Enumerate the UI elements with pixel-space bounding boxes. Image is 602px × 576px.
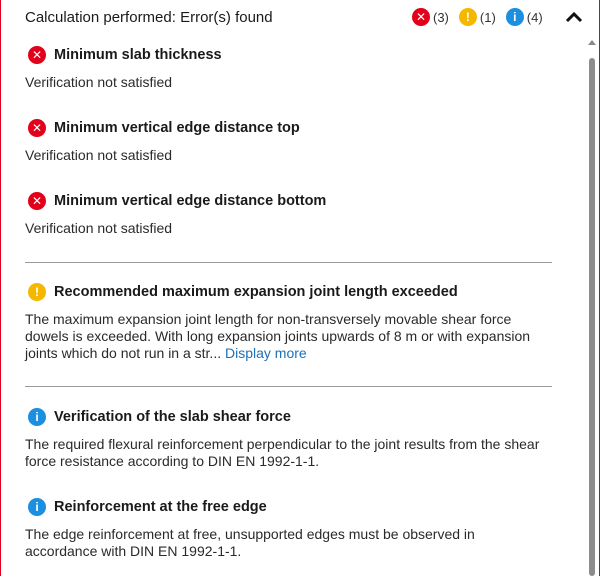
error-icon: ✕	[28, 119, 46, 137]
message-item-error	[25, 191, 545, 237]
message-counts	[412, 8, 553, 26]
message-title: Reinforcement at the free edge	[54, 499, 267, 515]
chevron-up-icon	[564, 10, 584, 24]
message-item-error	[25, 45, 545, 91]
message-item-info	[25, 497, 545, 560]
message-text: The edge reinforcement at free, unsupported edges must be observed in accordance with DIN EN 1992-1-1.	[25, 526, 475, 559]
scrollbar-thumb[interactable]	[589, 58, 595, 576]
section-divider	[25, 262, 552, 263]
collapse-button[interactable]	[563, 8, 585, 26]
message-item-warning	[25, 282, 545, 362]
scroll-up-arrow-icon[interactable]	[588, 40, 596, 45]
info-count	[506, 8, 543, 26]
error-icon: ✕	[412, 8, 430, 26]
message-list[interactable]	[1, 36, 585, 576]
display-more-link[interactable]: Display more	[225, 345, 307, 361]
message-item-error	[25, 118, 545, 164]
panel-header[interactable]	[1, 0, 599, 36]
error-icon: ✕	[28, 192, 46, 210]
error-count	[412, 8, 449, 26]
message-text	[25, 311, 545, 362]
message-text: Verification not satisfied	[25, 147, 173, 163]
message-title: Minimum slab thickness	[54, 47, 222, 63]
message-text: The required flexural reinforcement perpendicular to the joint results from the shear force resistance according to DIN EN 1992-1-1.	[25, 436, 540, 469]
error-icon: ✕	[28, 46, 46, 64]
message-title: Recommended maximum expansion joint length exceeded	[54, 284, 458, 300]
message-text-body: The maximum expansion joint length for non-transversely movable shear force dowels is exceeded. With long expansion joints upwards of 8 m or with expansion joints which do not run in a str...	[25, 311, 531, 361]
message-title: Verification of the slab shear force	[54, 409, 291, 425]
info-icon: i	[28, 498, 46, 516]
warning-count	[459, 8, 496, 26]
warning-icon: !	[459, 8, 477, 26]
warning-icon: !	[28, 283, 46, 301]
error-count-label: (3)	[433, 9, 449, 25]
message-text: Verification not satisfied	[25, 74, 173, 90]
warning-count-label: (1)	[479, 9, 496, 25]
message-text: Verification not satisfied	[25, 220, 173, 236]
section-divider	[25, 386, 552, 387]
info-icon: i	[506, 8, 524, 26]
info-count-label: (4)	[526, 9, 543, 25]
panel-title: Calculation performed: Error(s) found	[25, 9, 273, 26]
message-title: Minimum vertical edge distance top	[54, 120, 300, 136]
message-title: Minimum vertical edge distance bottom	[54, 193, 327, 209]
info-icon: i	[28, 408, 46, 426]
vertical-scrollbar[interactable]	[585, 36, 599, 576]
message-item-info	[25, 407, 545, 470]
